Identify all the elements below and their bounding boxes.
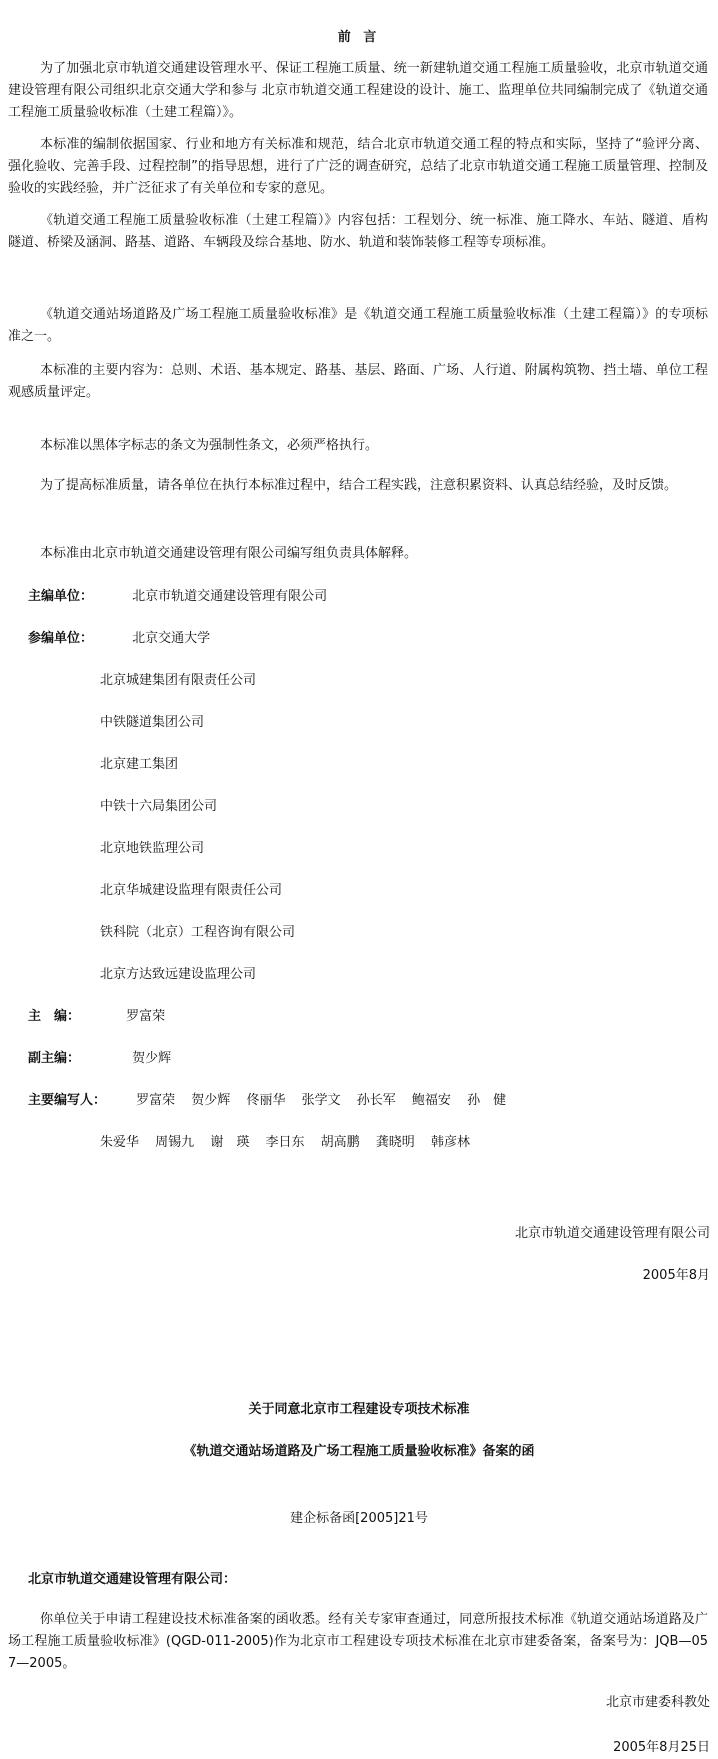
participating-unit-1: 北京交通大学 (132, 631, 211, 646)
deputy-editor-name: 贺少辉 (132, 1051, 172, 1066)
letter-document-number: 建企标备函[2005]21号 (290, 1511, 428, 1526)
participating-units-row (28, 630, 210, 648)
writer-name: 鲍福安 (411, 1093, 451, 1108)
participating-unit-3: 中铁隧道集团公司 (100, 715, 205, 730)
writers-row-1 (28, 1092, 518, 1110)
letter-title-line-2: 《轨道交通站场道路及广场工程施工质量验收标准》备案的函 (183, 1444, 535, 1459)
deputy-editor-row (28, 1050, 171, 1068)
preface-title: 前 言 (337, 30, 381, 45)
preface-paragraph-1: 为了加强北京市轨道交通建设管理水平、保证工程施工质量、统一新建轨道交通工程施工质量验收，北京市轨道交通建设管理有限公司组织北京交通大学和参与 北京市轨道交通工程建设的设计、施工、监理单位共同编制完成了《轨道交通工程施工质量验收标准（土建工程篇）》。 (8, 61, 708, 120)
chief-unit-row (28, 588, 327, 606)
letter-signature-org: 北京市建委科教处 (605, 1695, 710, 1710)
preface-signature-date: 2005年8月 (642, 1268, 710, 1283)
chief-unit-value: 北京市轨道交通建设管理有限公司 (132, 589, 328, 604)
writer-name: 龚晓明 (375, 1135, 415, 1150)
writers-label: 主要编写人： (28, 1093, 107, 1108)
letter-title-line-1: 关于同意北京市工程建设专项技术标准 (248, 1402, 470, 1417)
writers-row-2 (100, 1134, 482, 1152)
writer-name: 韩彦林 (430, 1135, 470, 1150)
preface-paragraph-3: 《轨道交通工程施工质量验收标准（土建工程篇）》内容包括：工程划分、统一标准、施工降水、车站、隧道、盾构隧道、桥梁及涵洞、路基、道路、车辆段及综合基地、防水、轨道和装饰装修工程等专项标准。 (8, 213, 708, 250)
preface-paragraph-8: 本标准由北京市轨道交通建设管理有限公司编写组负责具体解释。 (40, 546, 418, 561)
participating-unit-5: 中铁十六局集团公司 (100, 799, 218, 814)
editor-label: 主 编： (28, 1009, 81, 1024)
letter-body: 你单位关于申请工程建设技术标准备案的函收悉。经有关专家审查通过，同意所报技术标准《轨道交通站场道路及广场工程施工质量验收标准》(QGD-011-2005)作为北京市工程建设专项技术标准在北京市建委备案，备案号为：JQB—057—2005。 (8, 1612, 708, 1671)
editor-row (28, 1008, 165, 1026)
chief-unit-label: 主编单位： (28, 589, 94, 604)
letter-addressee: 北京市轨道交通建设管理有限公司： (28, 1572, 237, 1587)
deputy-editor-label: 副主编： (28, 1051, 81, 1066)
preface-signature-org: 北京市轨道交通建设管理有限公司 (514, 1226, 710, 1241)
preface-paragraph-7: 为了提高标准质量，请各单位在执行本标准过程中，结合工程实践，注意积累资料、认真总结经验，及时反馈。 (40, 478, 678, 493)
writer-name: 谢 瑛 (210, 1135, 250, 1150)
participating-unit-4: 北京建工集团 (100, 757, 179, 772)
writer-name: 李日东 (265, 1135, 305, 1150)
preface-paragraph-5: 本标准的主要内容为：总则、术语、基本规定、路基、基层、路面、广场、人行道、附属构筑物、挡土墙、单位工程观感质量评定。 (8, 363, 708, 400)
participating-unit-7: 北京华城建设监理有限责任公司 (100, 883, 283, 898)
participating-unit-2: 北京城建集团有限责任公司 (100, 673, 257, 688)
participating-unit-6: 北京地铁监理公司 (100, 841, 205, 856)
writer-name: 孙 健 (467, 1093, 507, 1108)
editor-name: 罗富荣 (126, 1009, 166, 1024)
preface-paragraph-4: 《轨道交通站场道路及广场工程施工质量验收标准》是《轨道交通工程施工质量验收标准（土建工程篇）》的专项标准之一。 (8, 307, 708, 344)
writer-name: 周锡九 (155, 1135, 195, 1150)
participating-unit-8: 铁科院（北京）工程咨询有限公司 (100, 925, 296, 940)
preface-paragraph-2: 本标准的编制依据国家、行业和地方有关标准和规范，结合北京市轨道交通工程的特点和实际，坚持了“验评分离、强化验收、完善手段、过程控制”的指导思想，进行了广泛的调查研究，总结了北京市轨道交通工程施工质量管理、控制及验收的实践经验，并广泛征求了有关单位和专家的意见。 (8, 137, 708, 196)
writer-name: 胡高鹏 (320, 1135, 360, 1150)
participating-unit-9: 北京方达致远建设监理公司 (100, 967, 257, 982)
letter-signature-date: 2005年8月25日 (613, 1740, 710, 1755)
writer-name: 罗富荣 (136, 1093, 176, 1108)
preface-paragraph-6: 本标准以黑体字标志的条文为强制性条文，必须严格执行。 (40, 438, 379, 453)
writer-name: 贺少辉 (191, 1093, 231, 1108)
writer-name: 朱爱华 (100, 1135, 140, 1150)
writer-name: 孙长军 (356, 1093, 396, 1108)
participating-label: 参编单位： (28, 631, 94, 646)
writer-name: 张学文 (301, 1093, 341, 1108)
writer-name: 佟丽华 (246, 1093, 286, 1108)
